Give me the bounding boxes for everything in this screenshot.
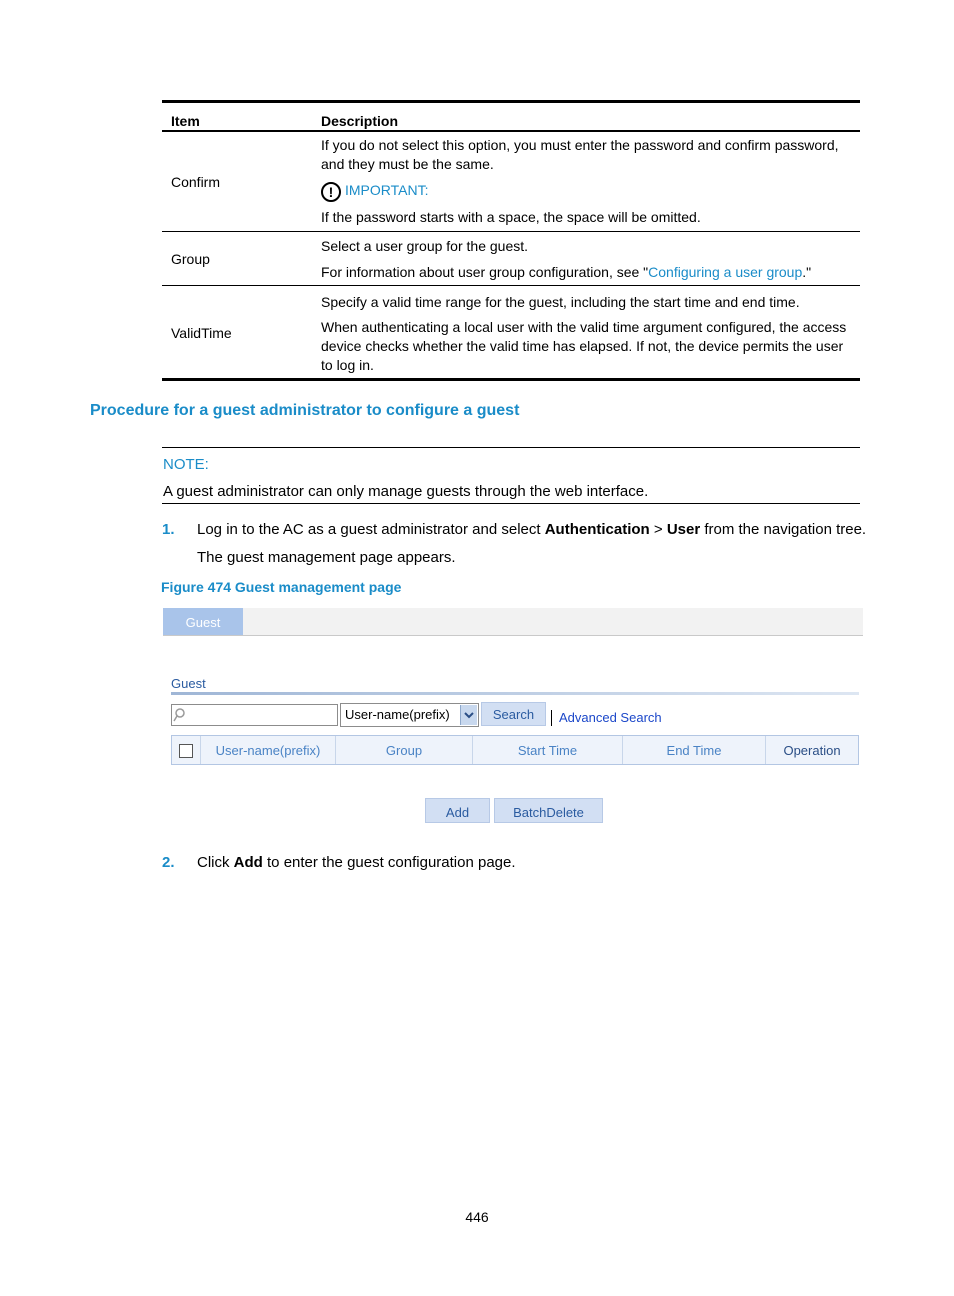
row-item: ValidTime [171,325,232,341]
step-text [197,521,866,538]
guest-list-header [171,735,859,765]
tab-bar [163,608,863,636]
row-item: Confirm [171,174,221,190]
description-text: If the password starts with a space, the space will be omitted. [321,209,701,225]
text-segment: > [649,521,667,538]
figure-caption: Figure 474 Guest management page [161,579,402,595]
text-segment: Log in to the AC as a guest administrator and select [197,521,545,538]
text-segment: to enter the guest configuration page. [262,854,516,871]
header-item: Item [171,113,200,129]
search-field-select[interactable] [340,703,479,727]
add-keyword: Add [233,854,263,871]
description-text: Specify a valid time range for the guest, including the start time and end time. [321,294,800,310]
text-segment: For information about user group configuration, see " [321,264,649,280]
important-callout [321,181,857,202]
description-text [321,263,857,282]
search-icon [173,707,187,723]
separator [551,710,552,726]
step-text [197,854,516,871]
text-segment: from the navigation tree. [700,521,867,538]
guest-section-title: Guest [171,676,206,691]
header-description: Description [321,113,399,129]
text-segment: ." [802,264,812,280]
dropdown-arrow[interactable] [460,705,477,725]
tab-guest[interactable]: Guest [163,608,243,635]
select-value: User-name(prefix) [345,707,450,722]
advanced-search-link[interactable]: Advanced Search [559,710,662,725]
configuring-user-group-link[interactable]: Configuring a user group [648,264,803,280]
table-row-confirm [162,132,860,232]
table-header [162,103,860,132]
row-description [321,293,857,375]
note-bottom-rule [162,503,860,504]
note-top-rule [162,447,860,448]
column-header-start-time[interactable]: Start Time [473,736,623,764]
menu-path-user: User [666,521,701,538]
table-row-group [162,232,860,286]
text-segment: Click [197,854,234,871]
row-description [321,136,857,227]
important-label: IMPORTANT: [345,182,429,198]
step-number: 1. [162,521,175,538]
select-all-cell [172,736,201,764]
description-text: If you do not select this option, you must enter the password and confirm password, and they must be the same. [321,137,839,172]
search-input[interactable] [171,704,338,726]
column-header-group[interactable]: Group [336,736,473,764]
column-header-operation: Operation [783,743,841,758]
table-row-validtime [162,286,860,381]
page-number: 446 [465,1209,489,1225]
warning-icon: ! [321,182,341,202]
parameter-table [162,100,860,381]
search-button[interactable]: Search [481,702,546,726]
description-text: When authenticating a local user with the valid time argument configured, the access device checks whether the valid time has elapsed. If not, the device permits the user to log in. [321,319,847,373]
chevron-down-icon [461,705,477,725]
description-text: Select a user group for the guest. [321,238,529,254]
select-all-checkbox[interactable] [179,744,193,758]
add-button[interactable]: Add [425,798,490,823]
menu-path-authentication: Authentication [544,521,650,538]
note-label: NOTE: [163,456,209,473]
note-text: A guest administrator can only manage guests through the web interface. [163,483,649,500]
batch-delete-button[interactable]: BatchDelete [494,798,603,823]
step-number: 2. [162,854,175,871]
section-heading: Procedure for a guest administrator to configure a guest [90,402,520,419]
column-header-user-name[interactable]: User-name(prefix) [201,736,336,764]
step-followup: The guest management page appears. [197,549,456,566]
column-header-end-time[interactable]: End Time [623,736,766,764]
row-description [321,237,857,282]
section-divider [171,692,859,695]
row-item: Group [171,251,210,267]
